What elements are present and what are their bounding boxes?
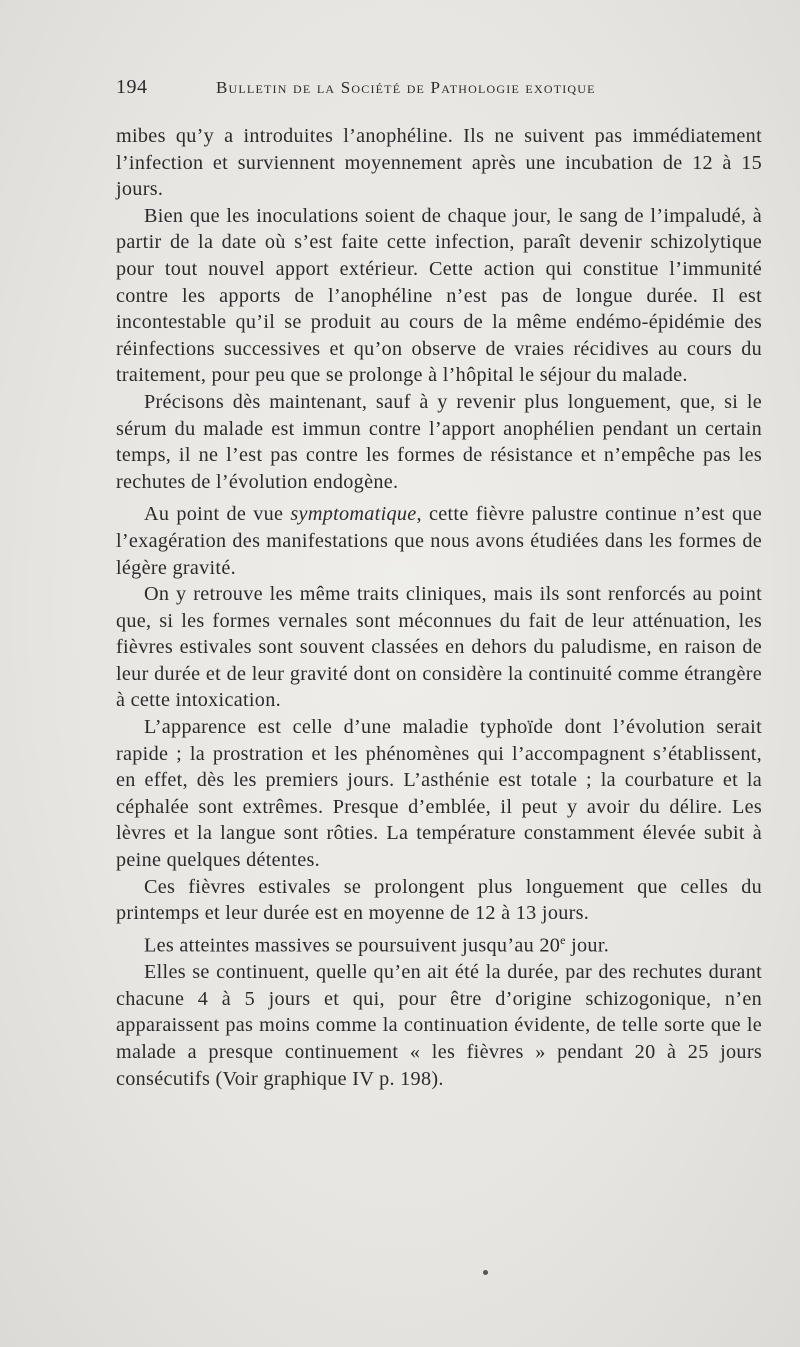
paragraph-text: Bien que les inoculations soient de chaque jour, le sang de l’impaludé, à partir de la date où s’est faite cette infection, paraît devenir schizolytique pour tout nouvel apport extérieur. Cette action qui constitue l’immunité contre les apports de l’anophéline n’est pas de longue durée. Il est incontestable qu’il se produit au cours de la même endémo-épidémie des réinfections successives et qu’on observe de vraies récidives au cours du traitement, pour peu que se prolonge à l’hôpital le séjour du malade.: [116, 204, 762, 387]
emphasis-text: symptomatique: [290, 503, 417, 526]
paragraph: [116, 123, 762, 203]
paragraph-text: L’apparence est celle d’une maladie typhoïde dont l’évolution serait rapide ; la prostration et les phénomènes qui l’accompagnent s’établissent, en effet, dès les premiers jours. L’asthénie est totale ; la courbature et la céphalée sont extrêmes. Presque d’emblée, il peut y avoir du délire. Les lèvres et la langue sont rôties. La température constamment élevée subit à peine quelques détentes.: [116, 716, 762, 872]
paragraph-text: , cette fièvre palustre continue n’est que l’exagération des manifestations que nous avons étudiées dans les formes de légère gravité.: [116, 503, 762, 579]
paragraph-text: Les atteintes massives se poursuivent jusqu’au 20: [144, 934, 561, 957]
ink-speck: [483, 1270, 488, 1275]
running-title: Bulletin de la Société de Pathologie exotique: [216, 78, 596, 97]
paragraph: [116, 959, 762, 1092]
paragraph: [116, 501, 762, 581]
paragraph-text: Elles se continuent, quelle qu’en ait été la durée, par des rechutes durant chacune 4 à 5 jours et qui, pour être d’origine schizogonique, n’en apparaissent pas moins comme la continuation évidente, de telle sorte que le malade a presque continuement « les fièvres » pendant 20 à 25 jours consécutifs (Voir graphique IV p. 198).: [116, 961, 762, 1090]
paragraph-text: Précisons dès maintenant, sauf à y revenir plus longuement, que, si le sérum du malade est immun contre l’apport anophélien pendant un certain temps, il ne l’est pas contre les formes de résistance et n’empêche pas les rechutes de l’évolution endogène.: [116, 390, 762, 493]
paragraph: [116, 927, 762, 959]
paragraph-text: mibes qu’y a introduites l’anophéline. Ils ne suivent pas immédiatement l’infection et surviennent moyennement après une incubation de 12 à 15 jours.: [116, 125, 762, 201]
paragraph: [116, 874, 762, 927]
page-header: [116, 76, 676, 106]
paragraph-text: On y retrouve les même traits cliniques, mais ils sont renforcés au point que, si les formes vernales sont méconnues du fait de leur atténuation, les fièvres estivales sont souvent classées en dehors du paludisme, en raison de leur durée et de leur gravité dont on considère la continuité comme étrangère à cette intoxication.: [116, 583, 762, 712]
page-number: 194: [116, 76, 148, 98]
paragraph: [116, 714, 762, 874]
paragraph: [116, 203, 762, 389]
paragraph: [116, 389, 762, 495]
body-text: [116, 123, 762, 1092]
paragraph-text: Ces fièvres estivales se prolongent plus longuement que celles du printemps et leur durée est en moyenne de 12 à 13 jours.: [116, 875, 762, 925]
superscript-text: e: [560, 932, 566, 947]
paragraph: [116, 581, 762, 714]
paragraph-text: Au point de vue: [144, 503, 291, 526]
paragraph-text: jour.: [565, 934, 610, 957]
